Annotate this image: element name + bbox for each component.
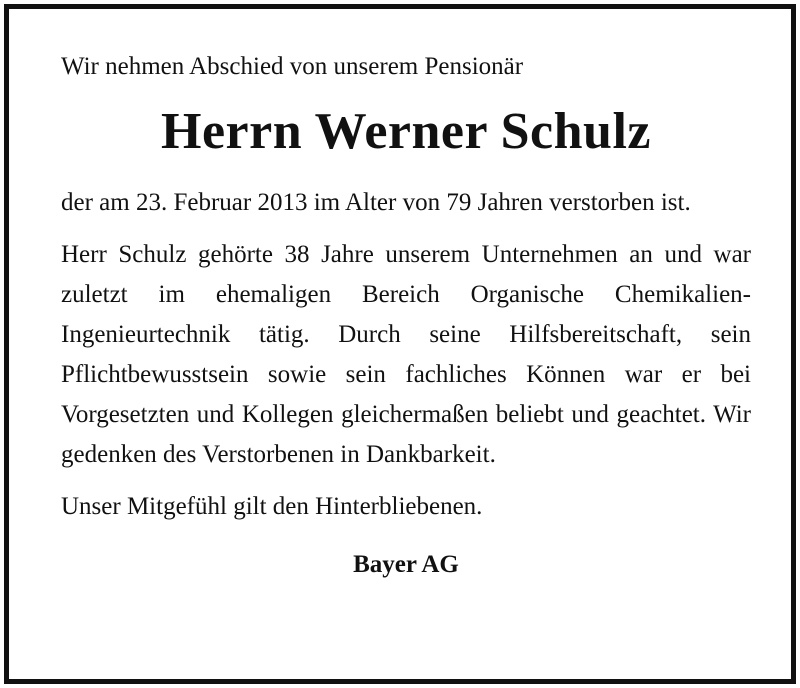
condolence-line: Unser Mitgefühl gilt den Hinterbliebenen.	[61, 493, 483, 520]
intro-line: Wir nehmen Abschied von unserem Pensionär	[61, 53, 524, 80]
career-paragraph: Herr Schulz gehörte 38 Jahre unserem Unternehmen an und war zuletzt im ehemaligen Bereich Organische Chemikalien-Ingenieurtechnik tätig. Durch seine Hilfsbereitschaft, sein Pflichtbewusstsein sowie sein fachliches Können war er bei Vorgesetzten und Kollegen gleichermaßen beliebt und geachtet. Wir gedenken des Verstorbenen in Dankbarkeit.	[61, 241, 751, 468]
death-statement: der am 23. Februar 2013 im Alter von 79 Jahren verstorben ist.	[61, 189, 691, 216]
obituary-notice	[4, 4, 796, 684]
notice-content	[61, 47, 751, 585]
sender-signature: Bayer AG	[353, 551, 459, 578]
deceased-name: Herrn Werner Schulz	[161, 103, 651, 160]
